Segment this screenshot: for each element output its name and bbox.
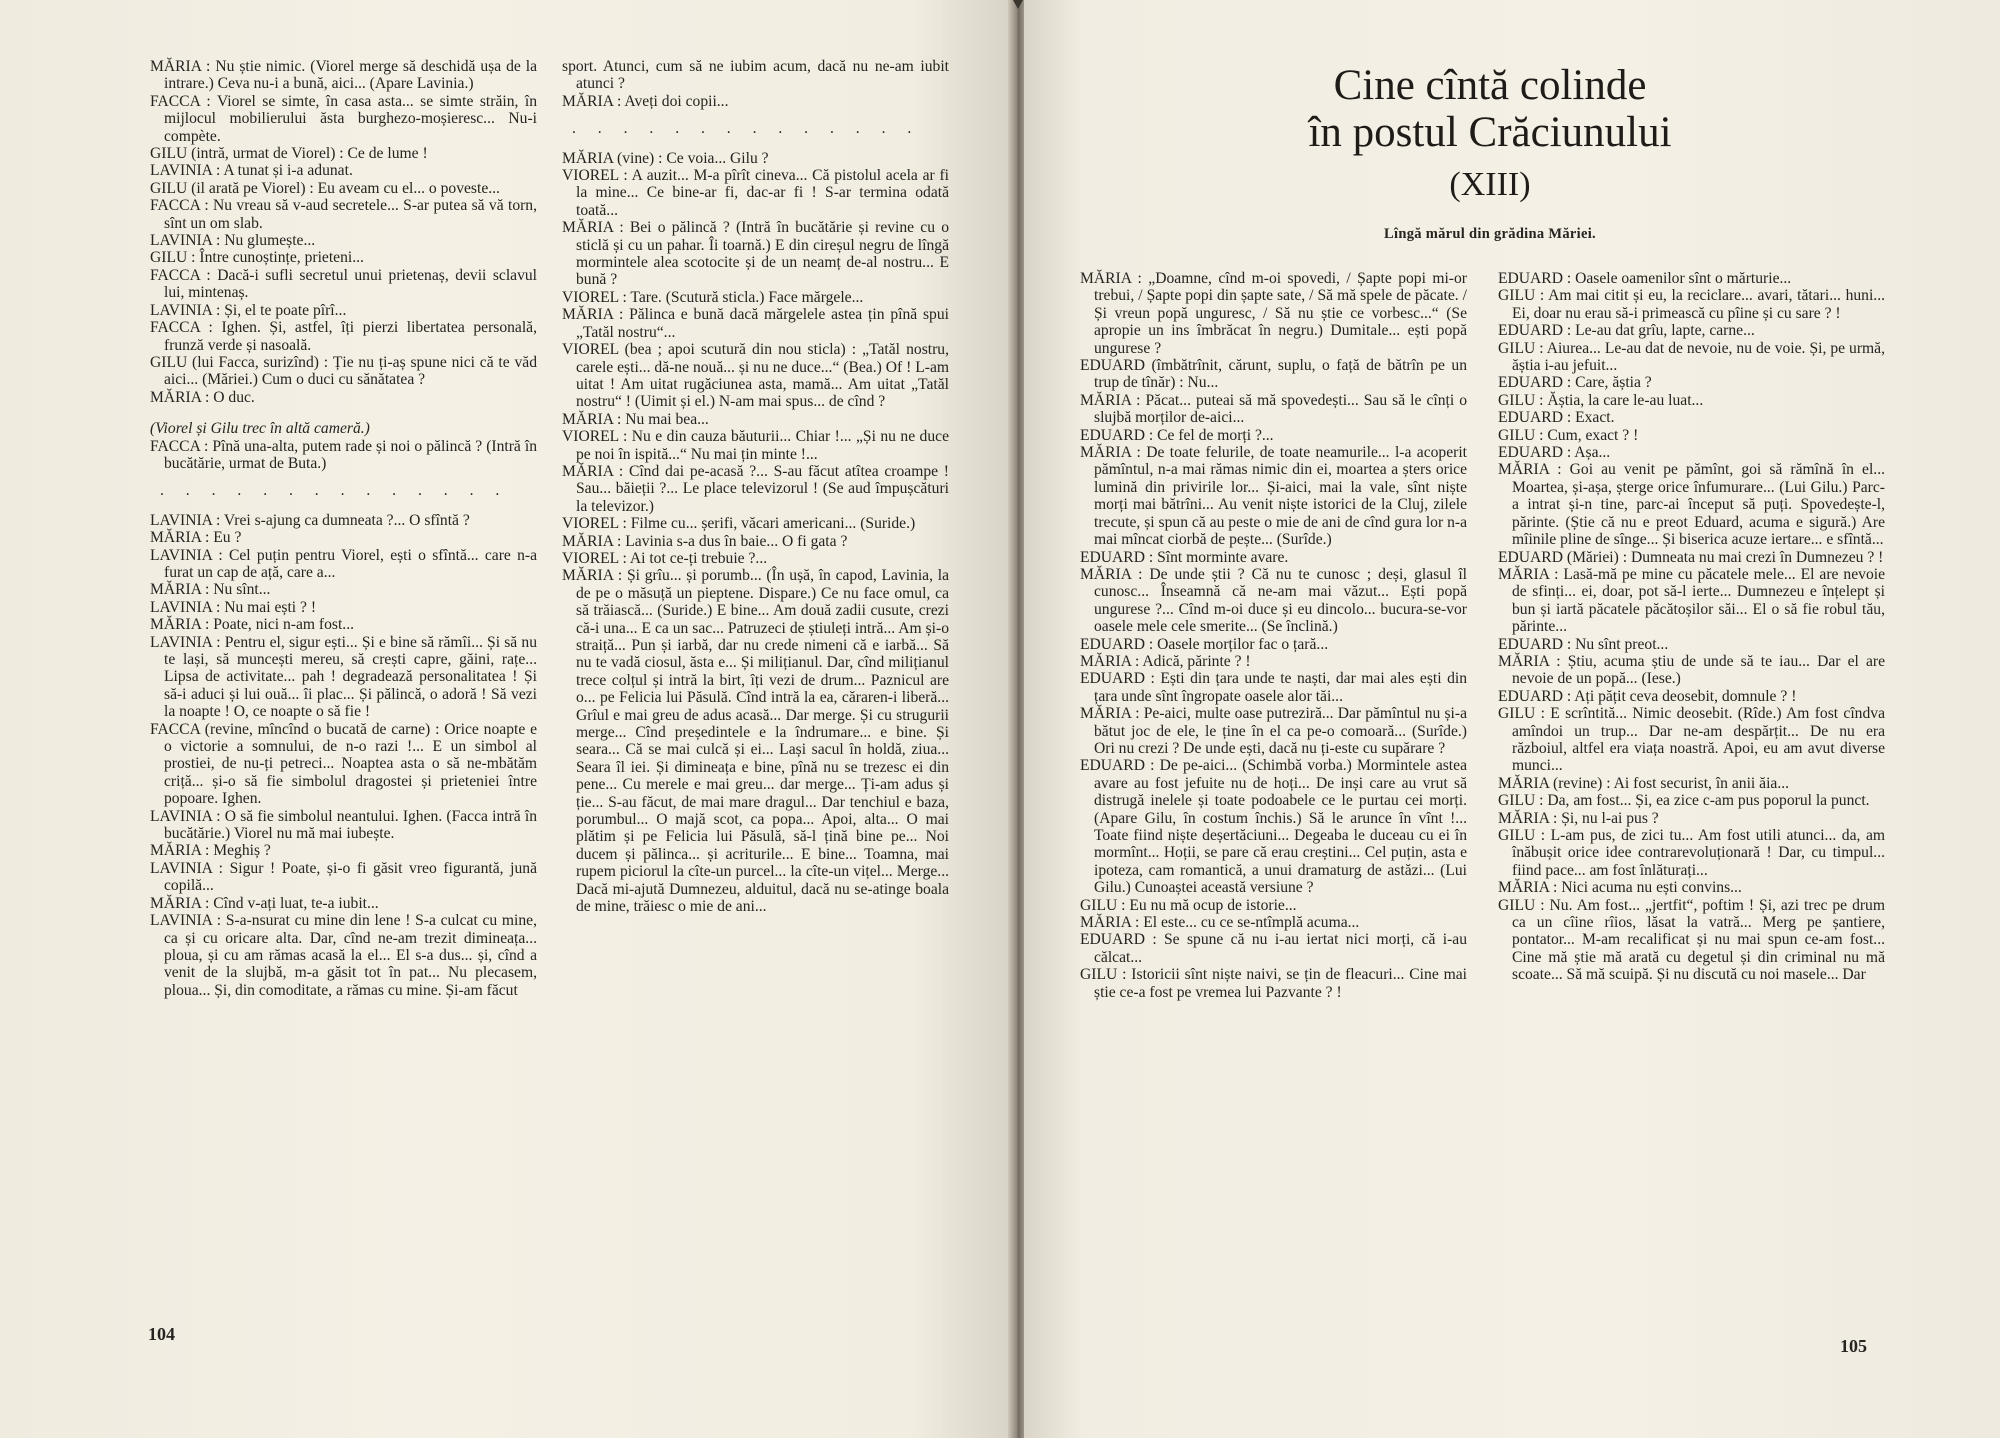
dialogue-line: GILU : Cum, exact ? ! [1498, 426, 1639, 444]
dialogue-line: EDUARD : Nu sînt preot... [1498, 635, 1669, 653]
dialogue-line: MĂRIA : Cînd dai pe-acasă ?... S-au făcut atîtea croampe ! Sau... băieții ?... Le place televizorul ! (Se aud împușcături la televizor.) [562, 462, 949, 515]
dialogue-line: LAVINIA : O să fie simbolul neantului. Ighen. (Facca intră în bucătărie.) Viorel nu mă mai iubește. [150, 807, 537, 843]
dialogue-line: GILU : Am mai citit și eu, la reciclare... avari, tătari... huni... Ei, doar nu erau să-i primească cu pîine și cu sare ? ! [1498, 287, 1885, 322]
dialogue-line: LAVINIA : A tunat și i-a adunat. [150, 162, 353, 180]
dialogue-line: MĂRIA : Pălinca e bună dacă mărgelele astea țin pînă spui „Tatăl nostru“... [562, 306, 949, 341]
dialogue-line: MĂRIA : Și grîu... și porumb... (În ușă, în capod, Lavinia, la de pe o măsuță un pieptene. Dispare.) Ce nu face omul, ca să trăiască... (Suride.) E bine... Am două zadii cusute, crezi că-i una... E ca un sac... Patruzeci de știuleți intră... Am și-o straiță... Pun și iarbă, dar nu crede nimeni că e iarbă... Să nu te vadă ciosul, ăsta e... Și milițianul. Dar, cînd milițianul trece colțul și intră la birt, îți vezi de drum... Paznicul are o... pe Felicia lui Păsulă. Cînd intră la ea, căraren-i liberă... Grîul e mai greu de adus acasă... Dar merge. Și cu strugurii merge... Cînd președintele e la îndrumare... e bine. Și seara... Că se mai culcă și ei... Lași sacul în holdă, ziua... Seara îl iei. Și dimineața e bine, pînă nu se trezesc ei din pene... Cu merele e mai greu... dar merge... Ți-am adus și ție... S-au făcut, de mai mare dragul... Dar tenchiul e baza, porumbul... O majă scot, ca popa... Apoi, alta... O mai plătim și pe Felicia lui Păsulă, să-l țină bine pe... Noi ducem și pălinca... și acriturile... E bine... Toamna, mai rupem piciorul la cîte-un purcel... la cîte-un vițel... Merge... Dacă mi-ajută Dumnezeu, alduitul, dacă nu se-atinge boala de mine, trăiesc o mie de ani... [562, 567, 949, 916]
scene-break: . . . . . . . . . . . . . . [572, 120, 921, 138]
dialogue-line: LAVINIA : Cel puțin pentru Viorel, ești o sfîntă... care n-a furat un cap de ață, care a... [150, 546, 537, 581]
dialogue-line: GILU : E scrîntită... Nimic deosebit. (Rîde.) Am fost cîndva amîndoi un trup... Dar ne-am despărțit... De nu era războiul, altfel era viața noastră. Apoi, eu am avut diverse munci... [1498, 705, 1885, 775]
dialogue-line: MĂRIA : Nu știe nimic. (Viorel merge să deschidă ușa de la intrare.) Ceva nu-i a bună, aici... (Apare Lavinia.) [150, 58, 537, 93]
dialogue-line: (Viorel și Gilu trec în altă cameră.) [150, 420, 370, 438]
dialogue-line: LAVINIA : Nu mai ești ? ! [150, 598, 317, 616]
dialogue-line: LAVINIA : S-a-nsurat cu mine din lene ! S-a culcat cu mine, ca și cu oricare alta. Dar, cînd ne-am trezit dimineața... ploua, și cu am rămas acasă la el... El s-a dus... și, cînd a venit de la slujbă, m-a găsit tot în pat... Nu plecasem, ploua... Și, din comoditate, a rămas cu mine. Și-am făcut [150, 912, 537, 999]
dialogue-line: GILU (il arată pe Viorel) : Eu aveam cu el... o poveste... [150, 179, 500, 197]
dialogue-line: MĂRIA : Adică, părinte ? ! [1080, 652, 1251, 670]
chapter-title-line-2: în postul Crăciunului [1308, 109, 1672, 156]
dialogue-line: VIOREL : Tare. (Scutură sticla.) Face mărgele... [562, 288, 864, 306]
dialogue-line: VIOREL : Filme cu... șerifi, văcari americani... (Suride.) [562, 515, 916, 533]
dialogue-line: EDUARD : Ești din țara unde te naști, dar mai ales ești din țara unde sînt îngropate oasele alor tăi... [1080, 670, 1467, 705]
dialogue-line: MĂRIA : Lavinia s-a dus în baie... O fi gata ? [562, 532, 848, 550]
dialogue-line: sport. Atunci, cum să ne iubim acum, dacă nu ne-am iubit atunci ? [562, 58, 949, 93]
dialogue-line: EDUARD : Ați pățit ceva deosebit, domnule ? ! [1498, 687, 1797, 705]
dialogue-line: EDUARD : Exact. [1498, 409, 1615, 427]
dialogue-line: MĂRIA : Lasă-mă pe mine cu păcatele mele... El are nevoie de sfinți... ei, doar, pot să-l ierte... Dumnezeu e înțelept și bun și iartă păcatele păcătoșilor săi... El o să fie robul tău, părinte... [1498, 565, 1885, 636]
dialogue-line: FACCA : Pînă una-alta, putem rade și noi o pălincă ? (Intră în bucătărie, urmat de Buta.) [150, 437, 537, 472]
dialogue-line: MĂRIA : Meghiș ? [150, 842, 271, 860]
dialogue-line: MĂRIA (revine) : Ai fost securist, în anii ăia... [1498, 774, 1790, 792]
dialogue-line: GILU : Istoricii sînt niște naivi, se țin de fleacuri... Cine mai știe ce-a fost pe vremea lui Pazvante ? ! [1080, 966, 1467, 1001]
dialogue-line: LAVINIA : Nu glumește... [150, 232, 316, 250]
dialogue-line: EDUARD : Care, ăștia ? [1498, 374, 1652, 392]
dialogue-line: FACCA : Ighen. Și, astfel, îți pierzi libertatea personală, frunză verde și nasoală. [150, 319, 537, 354]
dialogue-line: EDUARD : Se spune că nu i-au iertat nici morți, că i-au călcat... [1080, 931, 1467, 966]
dialogue-line: FACCA : Viorel se simte, în casa asta... se simte străin, în mijlocul mobilierului ăsta burghezo-moșieresc... Nu-i compète. [150, 92, 537, 145]
dialogue-line: GILU : Între cunoștințe, prieteni... [150, 249, 364, 267]
dialogue-line: VIOREL (bea ; apoi scutură din nou sticla) : „Tatăl nostru, carele ești... dă-ne nouă... și nu ne duce...“ (Bea.) Of ! L-am uitat ! Am uitat rugăciunea asta, mamă... Am uitat „Tatăl nostru“ ! (Uimit și el.) N-am mai spus... de cînd ? [562, 341, 949, 411]
dialogue-line: VIOREL : Nu e din cauza băuturii... Chiar !... „Și nu ne duce pe noi în ispită...“ Nu mai țin minte !... [562, 428, 949, 463]
dialogue-line: VIOREL : A auzit... M-a pîrît cineva... Că pistolul acela ar fi la mine... Ce bine-ar fi, dac-ar fi ! S-ar termina odată toată... [562, 167, 949, 219]
dialogue-line: MĂRIA : Știu, acuma știu de unde să te iau... Dar el are nevoie de un popă... (Iese.) [1498, 652, 1885, 688]
dialogue-line: EDUARD : Așa... [1498, 444, 1611, 462]
left-page-column-1 [150, 58, 537, 999]
scene-direction: Lîngă mărul din grădina Măriei. [1384, 226, 1596, 242]
dialogue-line: EDUARD (îmbătrînit, cărunt, suplu, o față de bătrîn pe un trup de tînăr) : Nu... [1080, 357, 1467, 392]
dialogue-line: FACCA : Nu vreau să v-aud secretele... S-ar putea să vă torn, sînt un om slab. [150, 197, 537, 232]
dialogue-line: EDUARD : De pe-aici... (Schimbă vorba.) Mormintele astea avare au fost jefuite nu de hoți... De inși care au vrut să distrugă inelele și toate podoabele ce le purtau cei morți. (Apare Gilu, în costum închis.) Să le arunce în vînt !... Toate fiind niște deșertăciuni... Degeaba le duceau cu ei în mormînt... Hoții, se pare că erau creștini... Cel puțin, asta e ipoteza, cam romantică, a unui dramaturg de astăzi... (Lui Gilu.) Cunoaștei această versiune ? [1080, 757, 1467, 897]
dialogue-line: MĂRIA : Nici acuma nu ești convins... [1498, 879, 1742, 897]
dialogue-line: EDUARD : Oasele oamenilor sînt o mărturie... [1498, 270, 1792, 287]
dialogue-line: GILU (lui Facca, surizînd) : Ție nu ți-aș spune nici că te văd aici... (Măriei.) Cum o duci cu sănătatea ? [150, 353, 537, 389]
dialogue-line: GILU : Aiurea... Le-au dat de nevoie, nu de voie. Și, pe urmă, ăștia i-au jefuit... [1498, 339, 1885, 375]
dialogue-line: GILU : L-am pus, de zici tu... Am fost utili atunci... da, am înăbușit orice idee contrarevoluționară ! Dar, cu timpul... fiind pace... am fost înlăturați... [1498, 827, 1885, 879]
chapter-number: (XIII) [1449, 166, 1531, 203]
dialogue-line: EDUARD (Măriei) : Dumneata nu mai crezi în Dumnezeu ? ! [1498, 548, 1884, 566]
dialogue-line: MĂRIA : Aveți doi copii... [562, 92, 729, 110]
dialogue-line: MĂRIA (vine) : Ce voia... Gilu ? [562, 149, 769, 167]
dialogue-line: MĂRIA : Nu sînt... [150, 581, 271, 599]
dialogue-line: MĂRIA : El este... cu ce se-ntîmplă acuma... [1080, 914, 1360, 932]
dialogue-line: MĂRIA : Cînd v-ați luat, te-a iubit... [150, 894, 379, 912]
dialogue-line: LAVINIA : Vrei s-ajung ca dumneata ?... O sfîntă ? [150, 511, 470, 529]
dialogue-line: FACCA : Dacă-i sufli secretul unui prietenaș, devii sclavul lui, mintenaș. [150, 266, 537, 302]
dialogue-line: MĂRIA : Nu mai bea... [562, 410, 709, 428]
dialogue-line: MĂRIA : Goi au venit pe pămînt, goi să rămînă în el... Moartea, și-așa, șterge orice înfumurare... (Lui Gilu.) Parc-a intrat și-n tine, parc-ai început să puți. Spovedește-l, părinte. (Știe că nu e preot Eduard, acuma e sigură.) Are mîinile pline de sînge... Și biserica acuze iertare... e sfîntă... [1498, 461, 1885, 549]
dialogue-line: LAVINIA : Pentru el, sigur ești... Și e bine să rămîi... Și să nu te lași, să muncești mereu, să crești capre, găini, rațe... Lipsa de activitate... pah ! degradează personalitatea ! Și să-i aduci și lui ouă... îi plac... Și pălincă, o adoră ! Să vezi la noapte ! O, ce noapte o să fie ! [150, 633, 537, 721]
dialogue-line: EDUARD : Oasele morților fac o țară... [1080, 635, 1329, 653]
dialogue-line: EDUARD : Ce fel de morți ?... [1080, 426, 1274, 444]
dialogue-line: LAVINIA : Și, el te poate pîrî... [150, 301, 347, 319]
dialogue-line: MĂRIA : De unde știi ? Că nu te cunosc ; deși, glasul îl cunosc... Înseamnă că ne-am mai văzut... Ești popă ungurese ?... Cînd m-oi duce și eu dincolo... bucura-se-vor oasele mele cele smerite... (Se înclină.) [1080, 565, 1467, 636]
dialogue-line: MĂRIA : Poate, nici n-am fost... [150, 616, 354, 634]
dialogue-line: FACCA (revine, mîncînd o bucată de carne) : Orice noapte e o victorie a somnului, de n-o razi !... E un simbol al prostiei, de nu-ți petreci... Noaptea asta o să ne-mbătăm criță... și-o să fie simbolul dragostei și prieteniei între popoare. Ighen. [150, 720, 537, 808]
left-page-column-2 [562, 58, 949, 916]
dialogue-line: VIOREL : Ai tot ce-ți trebuie ?... [562, 549, 768, 567]
dialogue-line: MĂRIA : O duc. [150, 388, 255, 406]
right-page-column-2 [1498, 270, 1885, 984]
right-page [1024, 0, 2000, 1438]
right-page-column-1 [1080, 270, 1467, 1001]
dialogue-line: MĂRIA : „Doamne, cînd m-oi spovedi, / Șapte popi mi-or trebui, / Șapte popi din șapte sate, / Să mă spele de păcate. / Și vreun popă unguresc, / Să nu știe ce vorbesc...“ (Se apropie un ins îmbrăcat în negru.) Dumitale... ești popă ungurese ? [1080, 270, 1467, 357]
dialogue-line: MĂRIA : Păcat... puteai să mă spovedești... Sau să le cînți o slujbă morților de-aici... [1080, 391, 1467, 427]
dialogue-line: GILU (intră, urmat de Viorel) : Ce de lume ! [150, 145, 428, 163]
chapter-title-line-1: Cine cîntă colinde [1333, 62, 1647, 109]
dialogue-line: MĂRIA : Și, nu l-ai pus ? [1498, 809, 1659, 827]
dialogue-line: LAVINIA : Sigur ! Poate, și-o fi găsit vreo figurantă, jună copilă... [150, 859, 537, 895]
dialogue-line: GILU : Eu nu mă ocup de istorie... [1080, 896, 1297, 914]
dialogue-line: EDUARD : Sînt morminte avare. [1080, 548, 1289, 566]
scene-break: . . . . . . . . . . . . . . [160, 482, 509, 500]
dialogue-line: MĂRIA : Pe-aici, multe oase putreziră... Dar pămîntul nu și-a bătut joc de ele, le ține în el ca pe-o comoară... (Surîde.) Ori nu crezi ? De unde ești, dacă nu ți-este cu supărare ? [1080, 705, 1467, 757]
chapter-title [1240, 62, 1740, 214]
dialogue-line: GILU : Da, am fost... Și, ea zice c-am pus poporul la punct. [1498, 792, 1870, 810]
spine-mark [1013, 0, 1023, 9]
page-number-left: 104 [148, 1324, 175, 1344]
dialogue-line: EDUARD : Le-au dat grîu, lapte, carne... [1498, 322, 1755, 340]
page-number-right: 105 [1840, 1336, 1867, 1356]
dialogue-line: MĂRIA : De toate felurile, de toate neamurile... l-a acoperit pămîntul, n-a mai rămas nimic din ei, moartea a șters orice lumină din privirile lor... Și-aici, mai la vale, sînt niște morți mai bătrîni... Au venit niște istorici de la Cluj, zilele trecute, și spun că au peste o mie de ani de cînd gura lor n-a mai mîncat ciorbă de pește... (Surîde.) [1080, 444, 1467, 549]
dialogue-line: MĂRIA : Bei o pălincă ? (Intră în bucătărie și revine cu o sticlă și cu un pahar. Îi toarnă.) E din cireșul negru de lîngă mormintele alea scotocite și de un neamț de-al nostru... E bună ? [562, 219, 949, 289]
dialogue-line: MĂRIA : Eu ? [150, 529, 242, 547]
dialogue-line: GILU : Nu. Am fost... „jertfit“, poftim ! Și, azi trec pe drum ca un cîine rîios, lăsat la vatră... Merg pe șantiere, pontator... M-am recalificat și nu mai spun ce-am fost... Cine mă știe mă arată cu degetul și din criminal nu mă scoate... Să mă scuipă. Și nu discută cu noi masele... Dar [1498, 896, 1885, 984]
dialogue-line: GILU : Ăștia, la care le-au luat... [1498, 391, 1704, 409]
